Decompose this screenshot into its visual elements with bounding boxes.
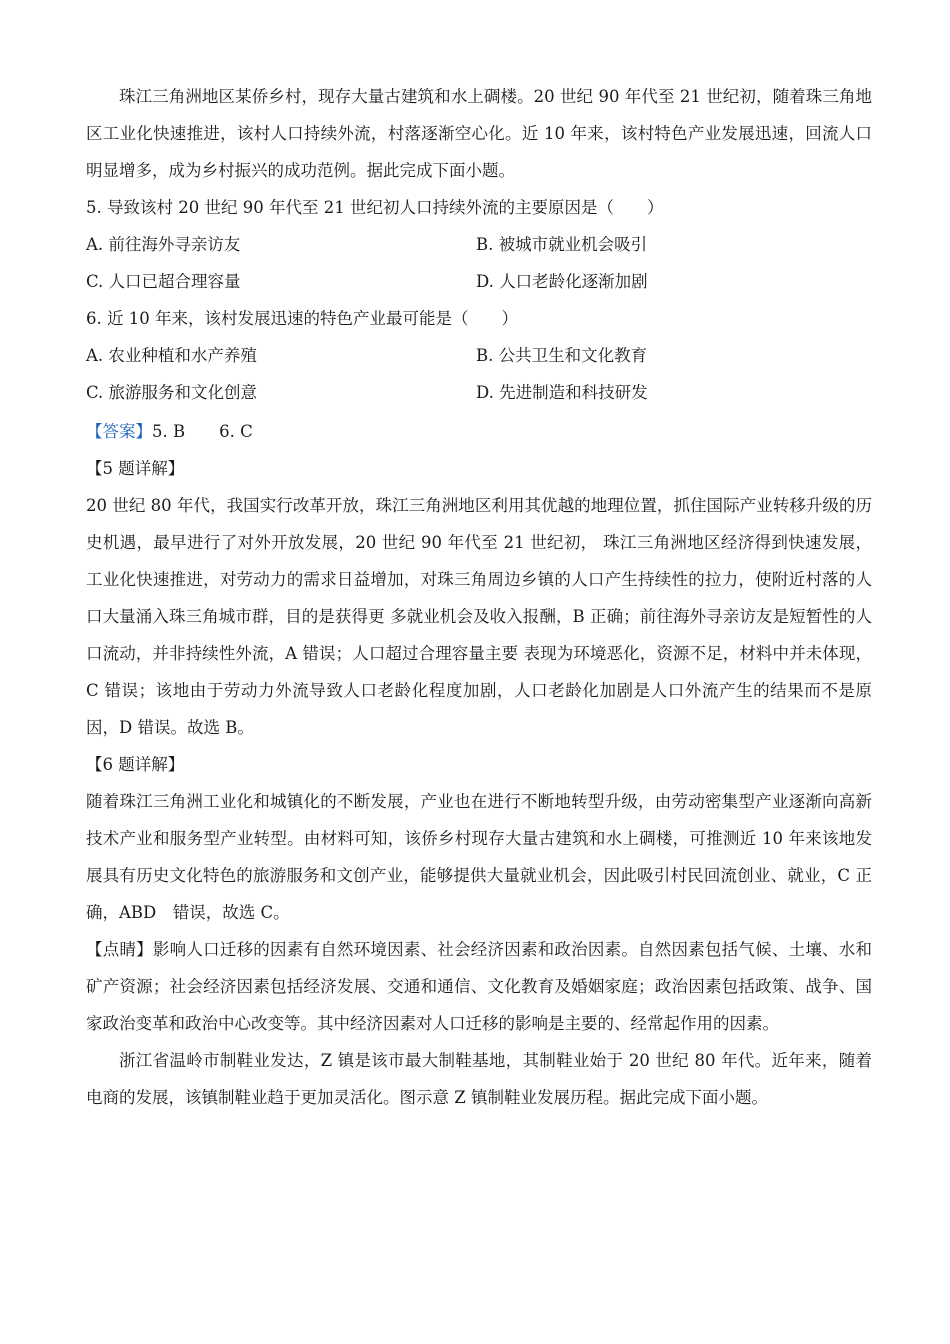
answer-tag: 【答案】 [86, 422, 152, 441]
question-6-option-a: A. 农业种植和水产养殖 [86, 346, 257, 365]
tip-heading: 【点睛】 [86, 940, 153, 959]
passage-2: 浙江省温岭市制鞋业发达，Z 镇是该市最大制鞋基地，其制鞋业始于 20 世纪 80 年代。近年来，随着电商的发展，该镇制鞋业趋于更加灵活化。图示意 Z 镇制鞋业发展历程。据此完成下面小题。 [86, 1051, 872, 1107]
question-5-options-row-1 [86, 226, 872, 263]
question-6-option-c: C. 旅游服务和文化创意 [86, 383, 258, 402]
question-5-option-b: B. 被城市就业机会吸引 [476, 235, 648, 254]
tip-text: 影响人口迁移的因素有自然环境因素、社会经济因素和政治因素。自然因素包括气候、土壤、水和矿产资源；社会经济因素包括经济发展、交通和通信、文化教育及婚姻家庭；政治因素包括政策、战争、国家政治变革和政治中心改变等。其中经济因素对人口迁移的影响是主要的、经常起作用的因素。 [86, 940, 873, 1033]
passage-1: 珠江三角洲地区某侨乡村，现存大量古建筑和水上碉楼。20 世纪 90 年代至 21 世纪初，随着珠三角地区工业化快速推进，该村人口持续外流，村落逐渐空心化。近 10 年来，该村特色产业发展迅速，回流人口明显增多，成为乡村振兴的成功范例。据此完成下面小题。 [86, 87, 872, 180]
tip-paragraph [86, 931, 872, 1042]
question-5-option-d: D. 人口老龄化逐渐加剧 [476, 272, 648, 291]
question-6-stem: 6. 近 10 年来，该村发展迅速的特色产业最可能是（ ） [86, 309, 518, 328]
question-6-options-row-1 [86, 337, 872, 374]
answer-line [86, 413, 872, 450]
answer-5: 5. B [152, 422, 186, 441]
question-5-option-a: A. 前往海外寻亲访友 [86, 235, 241, 254]
detail-6-heading: 【6 题详解】 [86, 755, 185, 774]
detail-5-heading: 【5 题详解】 [86, 459, 185, 478]
detail-6-text: 随着珠江三角洲工业化和城镇化的不断发展，产业也在进行不断地转型升级，由劳动密集型产业逐渐向高新技术产业和服务型产业转型。由材料可知，该侨乡村现存大量古建筑和水上碉楼，可推测近 10 年来该地发展具有历史文化特色的旅游服务和文创产业，能够提供大量就业机会，因此吸引村民回流创业、就业，C 正确，ABD 错误，故选 C。 [86, 792, 872, 922]
answer-6: 6. C [219, 422, 253, 441]
question-5-option-c: C. 人口已超合理容量 [86, 272, 241, 291]
question-6-options-row-2 [86, 374, 872, 411]
detail-5-text: 20 世纪 80 年代，我国实行改革开放，珠江三角洲地区利用其优越的地理位置，抓住国际产业转移升级的历史机遇，最早进行了对外开放发展，20 世纪 90 年代至 21 世纪初， 珠江三角洲地区经济得到快速发展，工业化快速推进，对劳动力的需求日益增加，对珠三角周边乡镇的人口产生持续性的拉力，使附近村落的人口大量涌入珠三角城市群，目的是获得更 多就业机会及收入报酬，B 正确；前往海外寻亲访友是短暂性的人口流动，并非持续性外流，A 错误；人口超过合理容量主要 表现为环境恶化，资源不足，材料中并未体现，C 错误；该地由于劳动力外流导致人口老龄化程度加剧，人口老龄化加剧是人口外流产生的结果而不是原因，D 错误。故选 B。 [86, 496, 872, 737]
question-5-stem: 5. 导致该村 20 世纪 90 年代至 21 世纪初人口持续外流的主要原因是（ ） [86, 198, 664, 217]
document-page [86, 78, 872, 1116]
question-6-option-d: D. 先进制造和科技研发 [476, 383, 648, 402]
question-5-options-row-2 [86, 263, 872, 300]
question-6-option-b: B. 公共卫生和文化教育 [476, 346, 648, 365]
